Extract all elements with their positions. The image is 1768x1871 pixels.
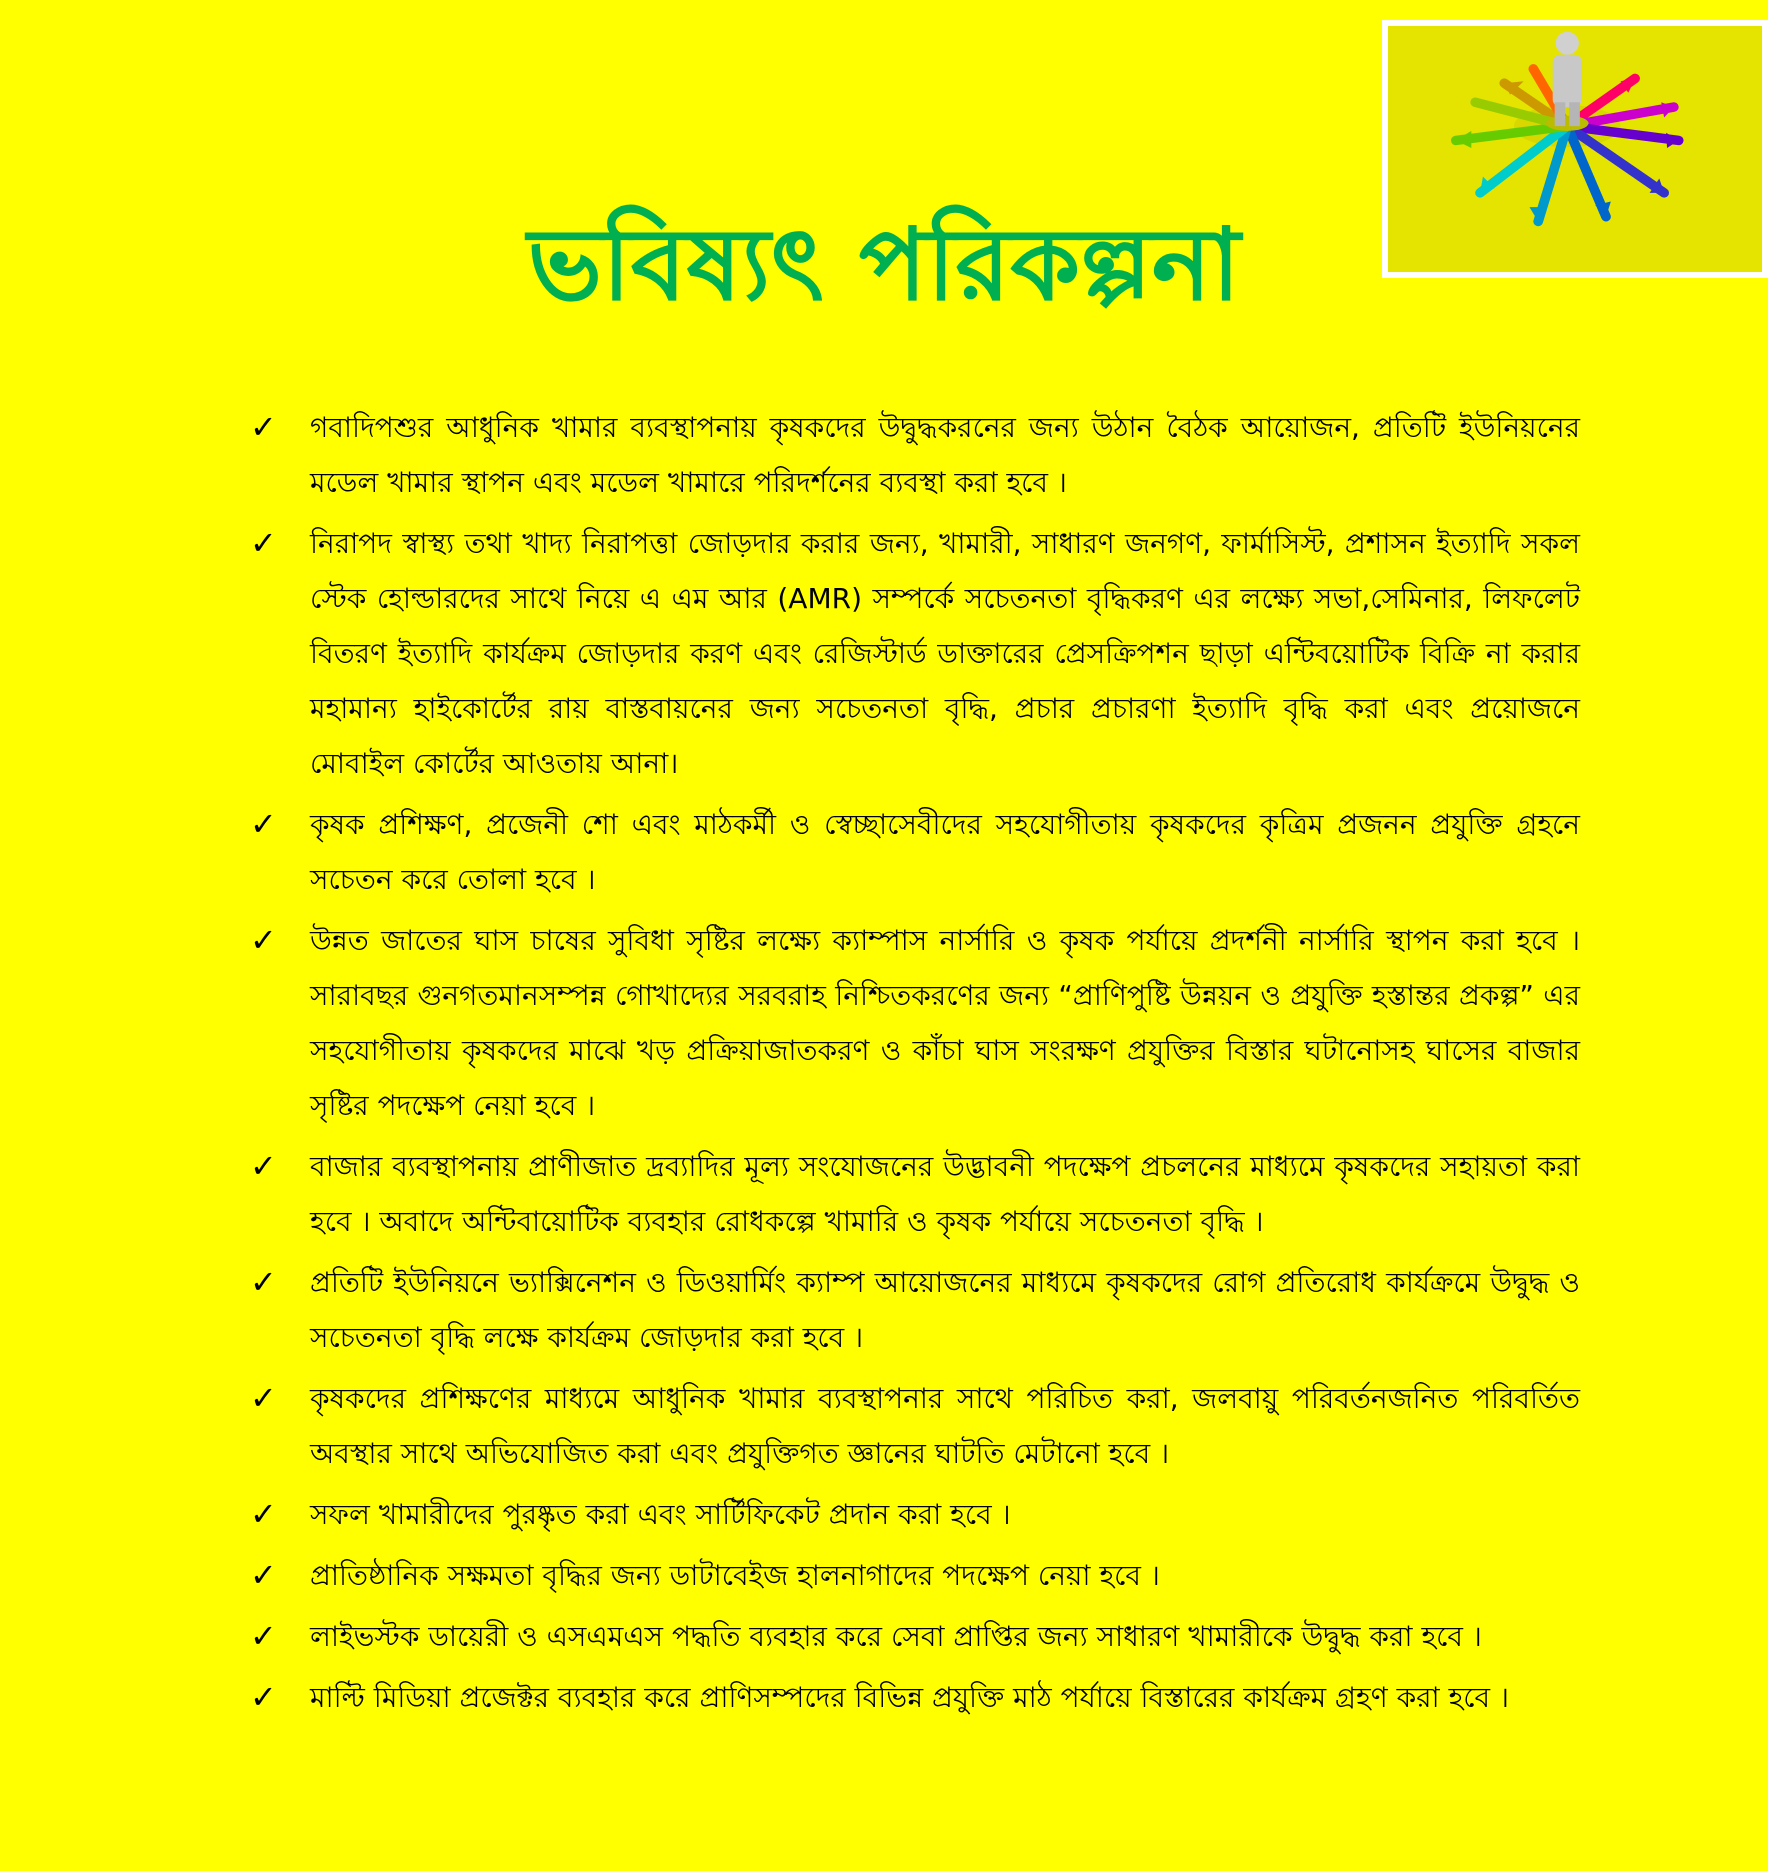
list-item-text: লাইভস্টক ডায়েরী ও এসএমএস পদ্ধতি ব্যবহার করে সেবা প্রাপ্তির জন্য সাধারণ খামারীকে উদ্বুদ্ধ করা হবে । — [310, 1620, 1482, 1653]
list-item — [250, 400, 1580, 510]
list-item — [250, 516, 1580, 791]
checkmark-icon: ✓ — [250, 1556, 277, 1594]
list-item — [250, 1548, 1580, 1603]
plan-list — [250, 400, 1580, 1731]
list-item-text: নিরাপদ স্বাস্থ্য তথা খাদ্য নিরাপত্তা জোড়দার করার জন্য, খামারী, সাধারণ জনগণ, ফার্মাসিস্ট, প্রশাসন ইত্যাদি সকল স্টেক হোল্ডারদের সাথে নিয়ে এ এম আর (AMR) সম্পর্কে সচেতনতা বৃদ্ধিকরণ এর লক্ষ্যে সভা,সেমিনার, লিফলেট বিতরণ ইত্যাদি কার্যক্রম জোড়দার করণ এবং রেজিস্টার্ড ডাক্তারের প্রেসক্রিপশন ছাড়া এন্টিবয়োটিক বিক্রি না করার মহামান্য হাইকোর্টের রায় বাস্তবায়নের জন্য সচেতনতা বৃদ্ধি, প্রচার প্রচারণা ইত্যাদি বৃদ্ধি করা এবং প্রয়োজনে মোবাইল কোর্টের আওতায় আনা। — [310, 527, 1580, 780]
page-title: ভবিষ্যৎ পরিকল্পনা — [527, 206, 1241, 323]
checkmark-icon: ✓ — [250, 524, 277, 562]
list-item-text: সফল খামারীদের পুরষ্কৃত করা এবং সার্টিফিকেট প্রদান করা হবে । — [310, 1498, 1011, 1531]
list-item — [250, 1255, 1580, 1365]
list-item-text: উন্নত জাতের ঘাস চাষের সুবিধা সৃষ্টির লক্ষ্যে ক্যাম্পাস নার্সারি ও কৃষক পর্যায়ে প্রদর্শনী নার্সারি স্থাপন করা হবে । সারাবছর গুনগতমানসম্পন্ন গোখাদ্যের সরবরাহ নিশ্চিতকরণের জন্য “প্রাণিপুষ্টি উন্নয়ন ও প্রযুক্তি হস্তান্তর প্রকল্প” এর সহযোগীতায় কৃষকদের মাঝে খড় প্রক্রিয়াজাতকরণ ও কাঁচা ঘাস সংরক্ষণ প্রযুক্তির বিস্তার ঘটানোসহ ঘাসের বাজার সৃষ্টির পদক্ষেপ নেয়া হবে । — [310, 924, 1580, 1122]
list-item-text: গবাদিপশুর আধুনিক খামার ব্যবস্থাপনায় কৃষকদের উদ্বুদ্ধকরনের জন্য উঠান বৈঠক আয়োজন, প্রতিটি ইউনিয়নের মডেল খামার স্থাপন এবং মডেল খামারে পরিদর্শনের ব্যবস্থা করা হবে । — [310, 411, 1580, 499]
checkmark-icon: ✓ — [250, 1678, 277, 1716]
list-item-text: প্রতিটি ইউনিয়নে ভ্যাক্সিনেশন ও ডিওয়ার্মিং ক্যাম্প আয়োজনের মাধ্যমে কৃষকদের রোগ প্রতিরোধ কার্যক্রমে উদ্বুদ্ধ ও সচেতনতা বৃদ্ধি লক্ষে কার্যক্রম জোড়দার করা হবে । — [310, 1266, 1580, 1354]
checkmark-icon: ✓ — [250, 805, 277, 843]
list-item — [250, 1487, 1580, 1542]
list-item — [250, 1139, 1580, 1249]
list-item-text: প্রাতিষ্ঠানিক সক্ষমতা বৃদ্ধির জন্য ডাটাবেইজ হালনাগাদের পদক্ষেপ নেয়া হবে । — [310, 1559, 1160, 1592]
list-item-text: কৃষকদের প্রশিক্ষণের মাধ্যমে আধুনিক খামার ব্যবস্থাপনার সাথে পরিচিত করা, জলবায়ু পরিবর্তনজনিত পরিবর্তিত অবস্থার সাথে অভিযোজিত করা এবং প্রযুক্তিগত জ্ঞানের ঘাটতি মেটানো হবে । — [310, 1382, 1580, 1470]
checkmark-icon: ✓ — [250, 1263, 277, 1301]
checkmark-icon: ✓ — [250, 1379, 277, 1417]
checkmark-icon: ✓ — [250, 1495, 277, 1533]
list-item-text: কৃষক প্রশিক্ষণ, প্রজেনী শো এবং মাঠকর্মী ও স্বেচ্ছাসেবীদের সহযোগীতায় কৃষকদের কৃত্রিম প্রজনন প্রযুক্তি গ্রহনে সচেতন করে তোলা হবে । — [310, 808, 1580, 896]
checkmark-icon: ✓ — [250, 1617, 277, 1655]
list-item — [250, 1371, 1580, 1481]
list-item — [250, 797, 1580, 907]
list-item — [250, 913, 1580, 1133]
list-item — [250, 1609, 1580, 1664]
checkmark-icon: ✓ — [250, 408, 277, 446]
list-item-text: বাজার ব্যবস্থাপনায় প্রাণীজাত দ্রব্যাদির মূল্য সংযোজনের উদ্ভাবনী পদক্ষেপ প্রচলনের মাধ্যমে কৃষকদের সহায়তা করা হবে । অবাদে অন্টিবায়োটিক ব্যবহার রোধকল্পে খামারি ও কৃষক পর্যায়ে সচেতনতা বৃদ্ধি । — [310, 1150, 1580, 1238]
list-item — [250, 1670, 1580, 1725]
list-item-text: মাল্টি মিডিয়া প্রজেক্টর ব্যবহার করে প্রাণিসম্পদের বিভিন্ন প্রযুক্তি মাঠ পর্যায়ে বিস্তারের কার্যক্রম গ্রহণ করা হবে । — [310, 1681, 1510, 1714]
checkmark-icon: ✓ — [250, 921, 277, 959]
checkmark-icon: ✓ — [250, 1147, 277, 1185]
